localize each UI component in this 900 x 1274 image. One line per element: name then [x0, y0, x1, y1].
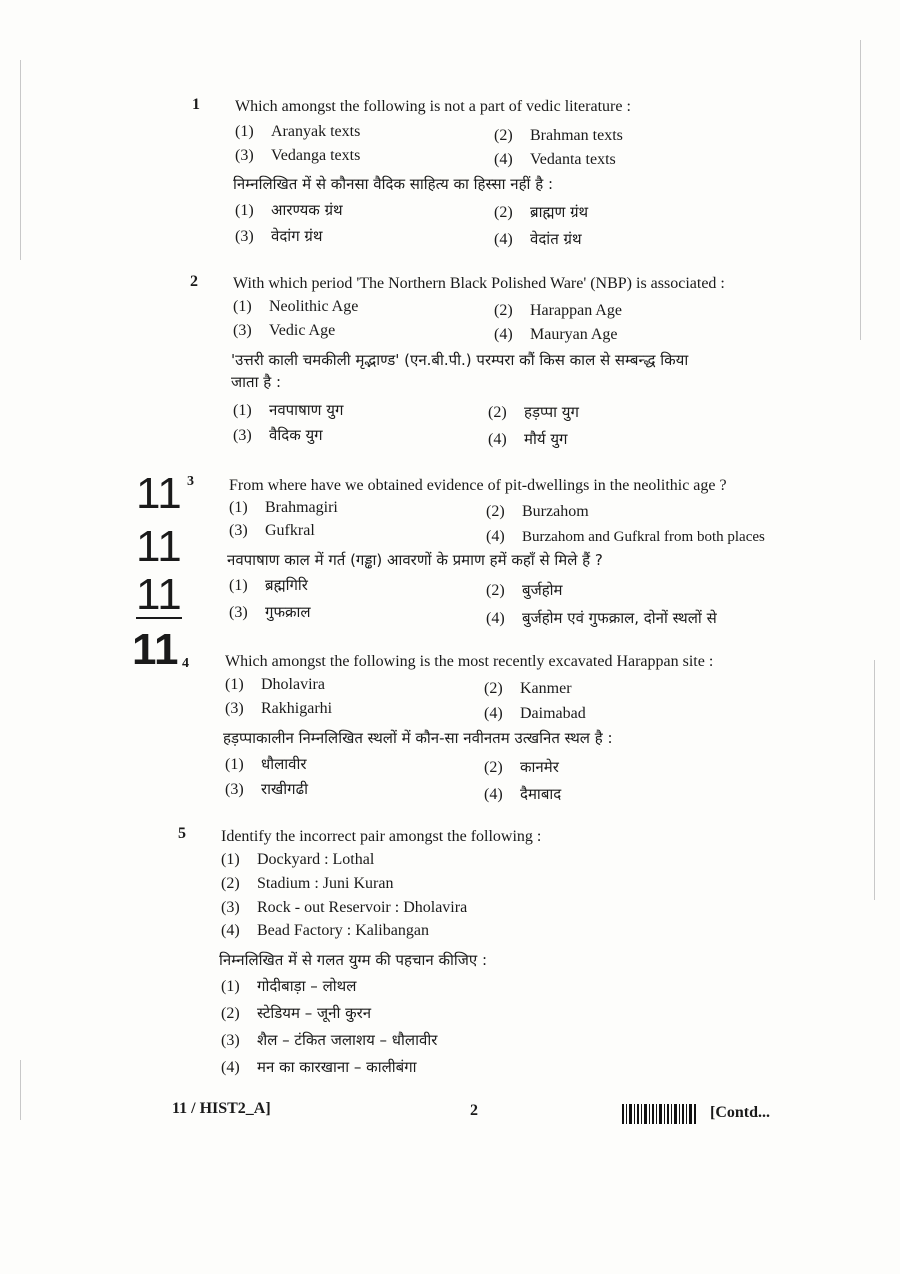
option-en: (1) Neolithic Age	[233, 298, 359, 315]
option-hi: (1) ब्रह्मगिरि	[229, 576, 308, 594]
option-hi: (2) ब्राह्मण ग्रंथ	[494, 203, 589, 221]
option-en: (3) Rakhigarhi	[225, 700, 333, 717]
option-en: (2) Burzahom	[486, 503, 589, 520]
question-number: 3	[187, 474, 194, 489]
option-hi: (3) वैदिक युग	[233, 426, 323, 444]
option-en: (4) Burzahom and Gufkral from both places	[486, 528, 765, 545]
option-en: (1) Dockyard : Lothal	[221, 851, 375, 868]
question-text-en: Identify the incorrect pair amongst the following :	[221, 828, 542, 845]
option-en: (4) Vedanta texts	[494, 151, 616, 168]
margin-mark: 11	[136, 570, 182, 619]
margin-mark: 11	[132, 625, 179, 674]
question-number: 5	[178, 825, 186, 842]
margin-mark: 11	[136, 469, 182, 518]
question-text-hi: निम्नलिखित में से गलत युग्म की पहचान कीजिए :	[219, 951, 488, 969]
option-en: (1) Aranyak texts	[235, 123, 361, 140]
option-en: (3) Vedanga texts	[235, 147, 361, 164]
option-hi: (4) बुर्जहोम एवं गुफक्राल, दोनों स्थलों से	[486, 609, 717, 627]
option-hi: (3) वेदांग ग्रंथ	[235, 227, 323, 245]
question-number: 4	[182, 656, 189, 671]
option-hi: (3) राखीगढी	[225, 780, 308, 798]
option-hi: (1) गोदीबाड़ा – लोथल	[221, 977, 357, 995]
continued-label: [Contd...	[710, 1104, 771, 1121]
option-en: (4) Daimabad	[484, 705, 586, 722]
question-text-hi: नवपाषाण काल में गर्त (गड्ढा) आवरणों के प्रमाण हमें कहाँ से मिले हैं ?	[227, 551, 603, 569]
option-en: (2) Stadium : Juni Kuran	[221, 875, 394, 892]
option-hi: (3) गुफक्राल	[229, 603, 311, 621]
option-hi: (2) बुर्जहोम	[486, 581, 563, 599]
option-hi: (4) मौर्य युग	[488, 430, 568, 448]
option-en: (3) Gufkral	[229, 522, 315, 539]
option-en: (4) Bead Factory : Kalibangan	[221, 922, 429, 939]
option-hi: (4) वेदांत ग्रंथ	[494, 230, 582, 248]
question-number: 2	[190, 273, 198, 290]
option-hi: (1) आरण्यक ग्रंथ	[235, 201, 343, 219]
margin-mark: 11	[136, 522, 182, 571]
option-hi: (2) स्टेडियम – जूनी कुरन	[221, 1004, 372, 1022]
question-text-hi-cont: जाता है :	[231, 373, 282, 391]
option-en: (2) Kanmer	[484, 680, 572, 697]
option-hi: (1) नवपाषाण युग	[233, 401, 344, 419]
option-hi: (2) कानमेर	[484, 758, 559, 776]
option-en: (2) Harappan Age	[494, 302, 622, 319]
question-text-hi: हड़प्पाकालीन निम्नलिखित स्थलों में कौन-सा नवीनतम उत्खनित स्थल है :	[223, 729, 613, 747]
scan-margin-line	[874, 660, 875, 900]
option-hi: (4) दैमाबाद	[484, 785, 562, 803]
paper-code: 11 / HIST2_A]	[172, 1100, 271, 1117]
question-text-en: With which period 'The Northern Black Polished Ware' (NBP) is associated :	[233, 275, 725, 292]
option-en: (1) Brahmagiri	[229, 499, 338, 516]
barcode-icon	[622, 1104, 696, 1124]
page-number: 2	[470, 1102, 478, 1119]
scan-margin-line	[860, 40, 861, 340]
option-hi: (1) धौलावीर	[225, 755, 307, 773]
option-en: (3) Vedic Age	[233, 322, 336, 339]
scan-margin-line	[20, 60, 21, 260]
question-number: 1	[192, 96, 200, 113]
option-hi: (2) हड़प्पा युग	[488, 403, 579, 421]
option-hi: (3) शैल – टंकित जलाशय – धौलावीर	[221, 1031, 438, 1049]
question-text-en: Which amongst the following is the most recently excavated Harappan site :	[225, 653, 714, 670]
option-hi: (4) मन का कारखाना – कालीबंगा	[221, 1058, 417, 1076]
option-en: (2) Brahman texts	[494, 127, 623, 144]
option-en: (4) Mauryan Age	[494, 326, 618, 343]
question-text-en: Which amongst the following is not a part of vedic literature :	[235, 98, 631, 115]
scan-margin-line	[20, 1060, 21, 1120]
option-en: (3) Rock - out Reservoir : Dholavira	[221, 899, 468, 916]
question-text-hi: निम्नलिखित में से कौनसा वैदिक साहित्य का हिस्सा नहीं है :	[233, 175, 553, 193]
question-text-en: From where have we obtained evidence of pit-dwellings in the neolithic age ?	[229, 477, 727, 494]
option-en: (1) Dholavira	[225, 676, 325, 693]
question-text-hi: 'उत्तरी काली चमकीली मृद्भाण्ड' (एन.बी.पी.) परम्परा कौं किस काल से सम्बन्द्ध किया	[231, 351, 689, 369]
